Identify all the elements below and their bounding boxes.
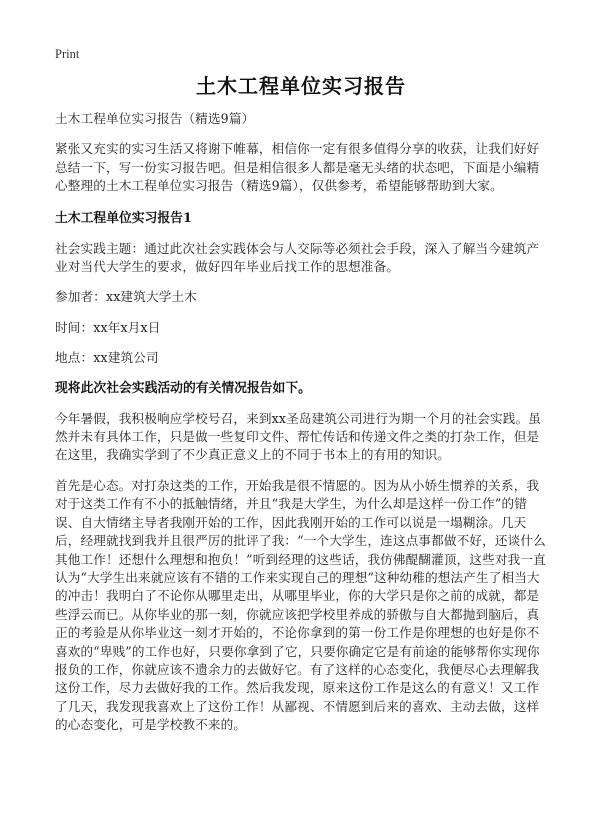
location-line: 地点：xx建筑公司 (55, 350, 159, 366)
document-title: 土木工程单位实习报告 (196, 74, 406, 98)
print-link[interactable]: Print (55, 47, 80, 61)
body-paragraph-1: 今年暑假，我积极响应学校号召，来到xx圣岛建筑公司进行为期一个月的社会实践。虽然并未有具体工作，只是做一些复印文件、帮忙传话和传递文件之类的打杂工作，但是在这里，我确实学到了不少真正意义上的不同于书本上的有用的知识。 (55, 410, 542, 463)
time-line: 时间：xx年x月x日 (55, 319, 161, 335)
section-heading: 土木工程单位实习报告1 (55, 210, 192, 226)
body-paragraph-2: 首先是心态。对打杂这类的工作，开始我是很不情愿的。因为从小娇生惯养的关系，我对于这类工作有不小的抵触情绪，并且“我是大学生，为什么却是这样一份工作”的错误、自大情绪主导者我刚开始的工作，因此我刚开始的工作可以说是一塌糊涂。几天后，经理就找到我并且很严厉的批评了我：“一个大学生，连这点事都做不好，还谈什么其他工作！还想什么理想和抱负！”听到经理的这些话，我仿佛醍醐灌顶，这些对我一直认为“大学生出来就应该有不错的工作来实现自己的理想”这种幼稚的想法产生了相当大的冲击！我明白了不论你从哪里走出，从哪里毕业，你的大学只是你之前的成就，都是些浮云而已。从你毕业的那一刻，你就应该把学校里养成的骄傲与自大都抛到脑后，真正的考验是从你毕业这一刻才开始的，不论你拿到的第一份工作是你理想的也好是你不喜欢的“卑贱”的工作也好，只要你拿到了它，只要你确定它是有前途的能够帮你实现你报负的工作，你就应该不遗余力的去做好它。有了这样的心态变化，我便尽心去理解我这份工作，尽力去做好我的工作。然后我发现，原来这份工作是这么的有意义！又工作了几天，我发现我喜欢上了这份工作！从鄙视、不情愿到后来的喜欢、主动去做，这样的心态变化，可是学校教不来的。 (55, 477, 546, 733)
intro-paragraph: 紧张又充实的实习生活又将谢下帷幕，相信你一定有很多值得分享的收获，让我们好好总结一下，写一份实习报告吧。但是相信很多人都是毫无头绪的状态吧，下面是小编精心整理的土木工程单位实习报告（精选9篇），仅供参考，希望能够帮助到大家。 (55, 141, 540, 194)
report-heading: 现将此次社会实践活动的有关情况报告如下。 (55, 380, 311, 396)
document-subtitle: 土木工程单位实习报告（精选9篇） (55, 111, 255, 126)
practice-theme: 社会实践主题：通过此次社会实践体会与人交际等必须社会手段，深入了解当今建筑产业对当代大学生的要求，做好四年毕业后找工作的思想准备。 (55, 240, 540, 275)
participants-line: 参加者：xx建筑大学土木 (55, 289, 197, 305)
